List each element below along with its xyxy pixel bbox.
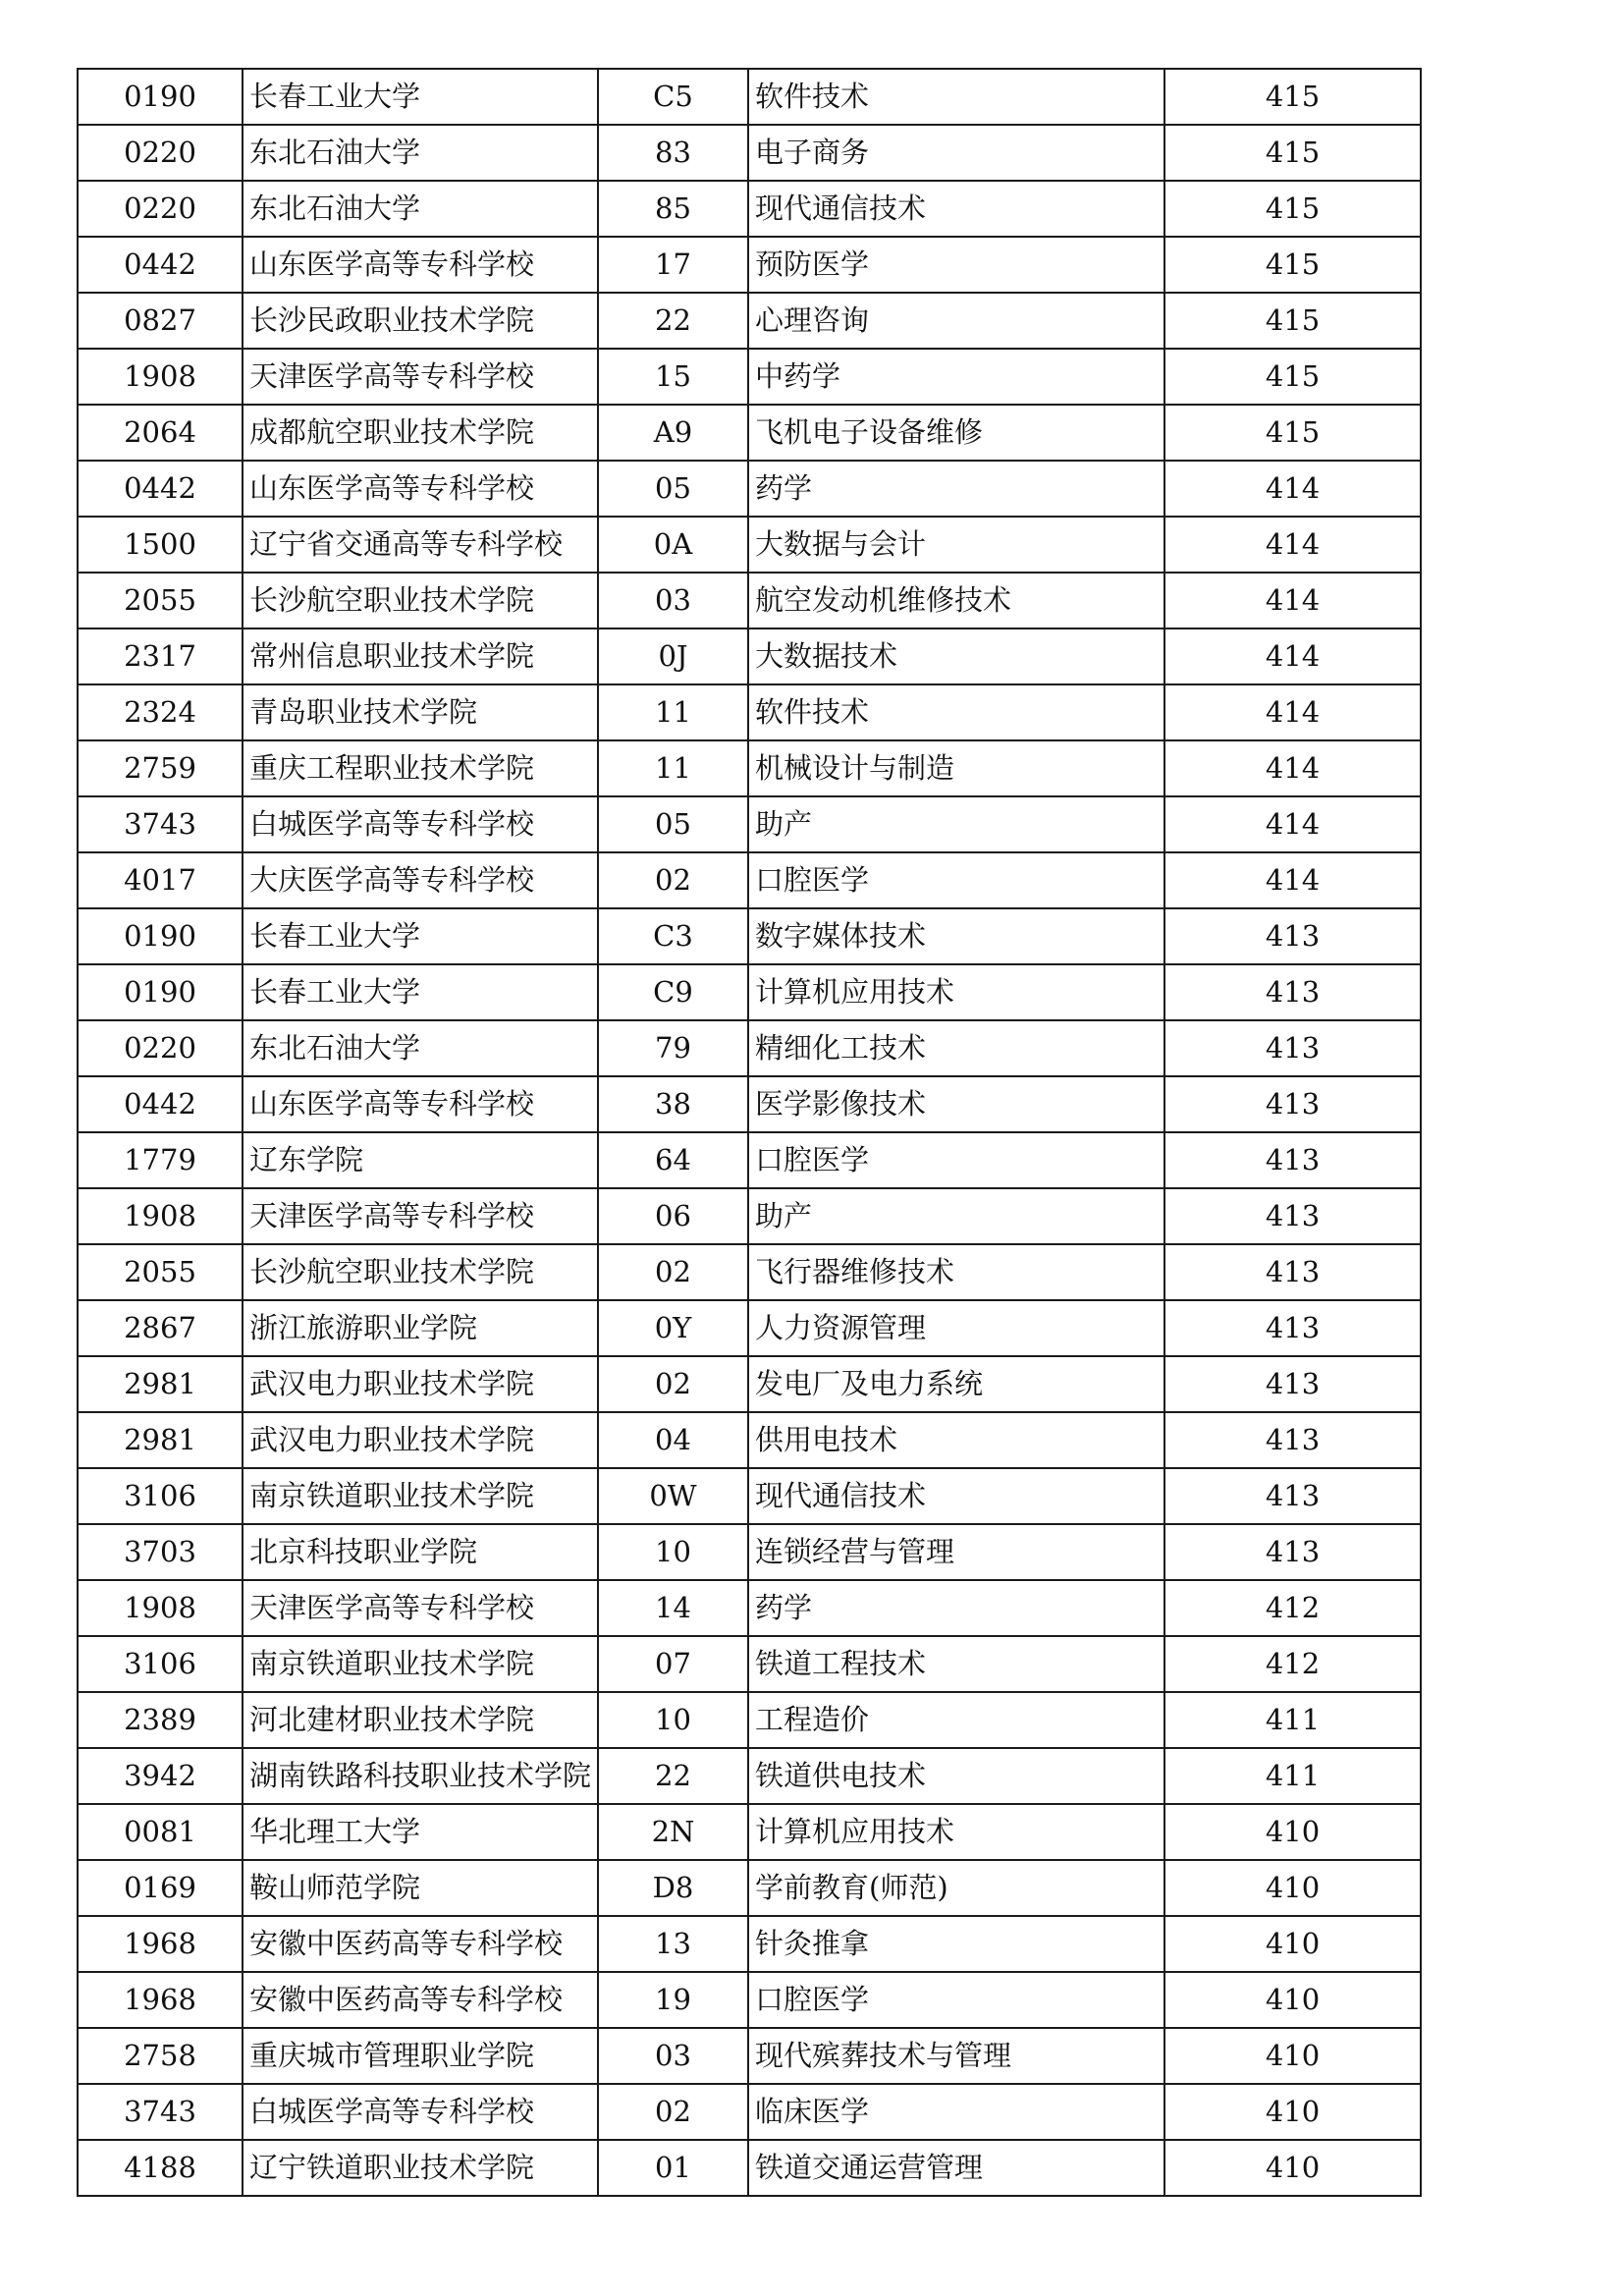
major-name-cell: 机械设计与制造 — [748, 740, 1164, 796]
major-code-cell: 11 — [598, 684, 748, 740]
major-name-cell: 铁道交通运营管理 — [748, 2140, 1164, 2196]
school-name-cell: 常州信息职业技术学院 — [243, 629, 598, 684]
table-row — [78, 1244, 1421, 1300]
score-cell: 413 — [1164, 1076, 1421, 1132]
school-code-cell: 4188 — [78, 2140, 243, 2196]
major-name-cell: 口腔医学 — [748, 1972, 1164, 2028]
table-row — [78, 69, 1421, 125]
table-row — [78, 908, 1421, 964]
table-row — [78, 1524, 1421, 1580]
school-name-cell: 长沙航空职业技术学院 — [243, 1244, 598, 1300]
score-cell: 410 — [1164, 2084, 1421, 2140]
major-name-cell: 心理咨询 — [748, 293, 1164, 349]
school-name-cell: 长春工业大学 — [243, 69, 598, 125]
table-row — [78, 349, 1421, 405]
score-cell: 411 — [1164, 1748, 1421, 1804]
major-name-cell: 现代通信技术 — [748, 1468, 1164, 1524]
major-name-cell: 工程造价 — [748, 1692, 1164, 1748]
score-cell: 414 — [1164, 573, 1421, 629]
score-cell: 415 — [1164, 405, 1421, 461]
major-name-cell: 药学 — [748, 1580, 1164, 1636]
table-row — [78, 405, 1421, 461]
score-cell: 410 — [1164, 1804, 1421, 1860]
school-name-cell: 北京科技职业学院 — [243, 1524, 598, 1580]
school-name-cell: 长春工业大学 — [243, 964, 598, 1020]
major-name-cell: 预防医学 — [748, 237, 1164, 293]
table-row — [78, 1636, 1421, 1692]
school-code-cell: 0190 — [78, 964, 243, 1020]
school-name-cell: 安徽中医药高等专科学校 — [243, 1916, 598, 1972]
school-name-cell: 湖南铁路科技职业技术学院 — [243, 1748, 598, 1804]
score-cell: 413 — [1164, 1188, 1421, 1244]
school-name-cell: 重庆城市管理职业学院 — [243, 2028, 598, 2084]
score-cell: 413 — [1164, 1244, 1421, 1300]
school-name-cell: 武汉电力职业技术学院 — [243, 1356, 598, 1412]
school-name-cell: 山东医学高等专科学校 — [243, 1076, 598, 1132]
table-row — [78, 1580, 1421, 1636]
school-name-cell: 华北理工大学 — [243, 1804, 598, 1860]
school-name-cell: 山东医学高等专科学校 — [243, 461, 598, 517]
major-code-cell: 79 — [598, 1020, 748, 1076]
admission-score-table — [77, 68, 1422, 2197]
school-code-cell: 3703 — [78, 1524, 243, 1580]
school-name-cell: 长沙民政职业技术学院 — [243, 293, 598, 349]
major-name-cell: 软件技术 — [748, 684, 1164, 740]
school-name-cell: 辽宁铁道职业技术学院 — [243, 2140, 598, 2196]
table-row — [78, 1916, 1421, 1972]
score-cell: 412 — [1164, 1636, 1421, 1692]
school-code-cell: 2324 — [78, 684, 243, 740]
school-code-cell: 3106 — [78, 1468, 243, 1524]
school-name-cell: 青岛职业技术学院 — [243, 684, 598, 740]
score-cell: 413 — [1164, 1356, 1421, 1412]
table-row — [78, 1076, 1421, 1132]
score-cell: 414 — [1164, 629, 1421, 684]
school-code-cell: 2055 — [78, 573, 243, 629]
table-row — [78, 1860, 1421, 1916]
table-row — [78, 1356, 1421, 1412]
major-name-cell: 计算机应用技术 — [748, 964, 1164, 1020]
table-row — [78, 1468, 1421, 1524]
score-cell: 413 — [1164, 1300, 1421, 1356]
major-code-cell: 15 — [598, 349, 748, 405]
school-name-cell: 南京铁道职业技术学院 — [243, 1468, 598, 1524]
major-code-cell: 83 — [598, 125, 748, 181]
major-name-cell: 航空发动机维修技术 — [748, 573, 1164, 629]
school-code-cell: 0081 — [78, 1804, 243, 1860]
major-name-cell: 铁道供电技术 — [748, 1748, 1164, 1804]
score-cell: 410 — [1164, 1972, 1421, 2028]
table-row — [78, 1188, 1421, 1244]
major-code-cell: C9 — [598, 964, 748, 1020]
major-code-cell: 0Y — [598, 1300, 748, 1356]
school-code-cell: 0220 — [78, 181, 243, 237]
school-code-cell: 2064 — [78, 405, 243, 461]
major-code-cell: 38 — [598, 1076, 748, 1132]
table-row — [78, 573, 1421, 629]
school-code-cell: 1968 — [78, 1916, 243, 1972]
major-code-cell: 19 — [598, 1972, 748, 2028]
major-name-cell: 大数据与会计 — [748, 517, 1164, 573]
school-code-cell: 2758 — [78, 2028, 243, 2084]
school-code-cell: 3942 — [78, 1748, 243, 1804]
school-name-cell: 重庆工程职业技术学院 — [243, 740, 598, 796]
major-code-cell: 03 — [598, 573, 748, 629]
major-code-cell: 0W — [598, 1468, 748, 1524]
score-cell: 414 — [1164, 461, 1421, 517]
major-code-cell: 02 — [598, 1356, 748, 1412]
major-name-cell: 人力资源管理 — [748, 1300, 1164, 1356]
major-name-cell: 大数据技术 — [748, 629, 1164, 684]
score-cell: 413 — [1164, 908, 1421, 964]
school-code-cell: 2981 — [78, 1356, 243, 1412]
table-row — [78, 1020, 1421, 1076]
major-code-cell: A9 — [598, 405, 748, 461]
major-name-cell: 临床医学 — [748, 2084, 1164, 2140]
school-code-cell: 0220 — [78, 125, 243, 181]
school-code-cell: 0827 — [78, 293, 243, 349]
major-code-cell: 10 — [598, 1524, 748, 1580]
school-name-cell: 白城医学高等专科学校 — [243, 796, 598, 852]
school-code-cell: 1908 — [78, 1580, 243, 1636]
score-cell: 414 — [1164, 852, 1421, 908]
major-code-cell: 11 — [598, 740, 748, 796]
major-code-cell: 64 — [598, 1132, 748, 1188]
score-cell: 411 — [1164, 1692, 1421, 1748]
table-row — [78, 2084, 1421, 2140]
school-name-cell: 河北建材职业技术学院 — [243, 1692, 598, 1748]
school-name-cell: 天津医学高等专科学校 — [243, 1188, 598, 1244]
school-code-cell: 2317 — [78, 629, 243, 684]
major-name-cell: 飞机电子设备维修 — [748, 405, 1164, 461]
major-code-cell: C5 — [598, 69, 748, 125]
school-name-cell: 东北石油大学 — [243, 1020, 598, 1076]
major-code-cell: 05 — [598, 461, 748, 517]
school-code-cell: 1968 — [78, 1972, 243, 2028]
score-cell: 415 — [1164, 349, 1421, 405]
major-code-cell: 2N — [598, 1804, 748, 1860]
school-name-cell: 东北石油大学 — [243, 125, 598, 181]
score-cell: 413 — [1164, 1524, 1421, 1580]
school-code-cell: 3106 — [78, 1636, 243, 1692]
score-cell: 410 — [1164, 2140, 1421, 2196]
school-code-cell: 0442 — [78, 1076, 243, 1132]
major-name-cell: 铁道工程技术 — [748, 1636, 1164, 1692]
school-name-cell: 东北石油大学 — [243, 181, 598, 237]
school-name-cell: 鞍山师范学院 — [243, 1860, 598, 1916]
major-name-cell: 精细化工技术 — [748, 1020, 1164, 1076]
school-name-cell: 大庆医学高等专科学校 — [243, 852, 598, 908]
major-code-cell: 0A — [598, 517, 748, 573]
school-name-cell: 南京铁道职业技术学院 — [243, 1636, 598, 1692]
school-name-cell: 成都航空职业技术学院 — [243, 405, 598, 461]
major-name-cell: 助产 — [748, 1188, 1164, 1244]
school-code-cell: 1908 — [78, 349, 243, 405]
school-code-cell: 3743 — [78, 796, 243, 852]
table-row — [78, 2140, 1421, 2196]
table-row — [78, 1804, 1421, 1860]
major-code-cell: 06 — [598, 1188, 748, 1244]
score-cell: 415 — [1164, 293, 1421, 349]
school-name-cell: 白城医学高等专科学校 — [243, 2084, 598, 2140]
major-code-cell: 02 — [598, 1244, 748, 1300]
major-code-cell: 22 — [598, 1748, 748, 1804]
school-code-cell: 2981 — [78, 1412, 243, 1468]
table-row — [78, 181, 1421, 237]
major-name-cell: 口腔医学 — [748, 1132, 1164, 1188]
major-code-cell: 04 — [598, 1412, 748, 1468]
major-name-cell: 中药学 — [748, 349, 1164, 405]
table-row — [78, 740, 1421, 796]
score-cell: 413 — [1164, 964, 1421, 1020]
major-name-cell: 飞行器维修技术 — [748, 1244, 1164, 1300]
table-row — [78, 1412, 1421, 1468]
score-cell: 410 — [1164, 1916, 1421, 1972]
major-code-cell: 01 — [598, 2140, 748, 2196]
table-row — [78, 1132, 1421, 1188]
table-row — [78, 125, 1421, 181]
score-cell: 410 — [1164, 2028, 1421, 2084]
school-name-cell: 武汉电力职业技术学院 — [243, 1412, 598, 1468]
school-name-cell: 长沙航空职业技术学院 — [243, 573, 598, 629]
school-code-cell: 2055 — [78, 1244, 243, 1300]
score-cell: 414 — [1164, 740, 1421, 796]
table-row — [78, 461, 1421, 517]
table-row — [78, 517, 1421, 573]
major-code-cell: 17 — [598, 237, 748, 293]
major-code-cell: 02 — [598, 2084, 748, 2140]
major-name-cell: 计算机应用技术 — [748, 1804, 1164, 1860]
score-cell: 414 — [1164, 517, 1421, 573]
school-name-cell: 辽东学院 — [243, 1132, 598, 1188]
school-name-cell: 辽宁省交通高等专科学校 — [243, 517, 598, 573]
major-code-cell: 03 — [598, 2028, 748, 2084]
table-row — [78, 684, 1421, 740]
school-name-cell: 山东医学高等专科学校 — [243, 237, 598, 293]
table-row — [78, 237, 1421, 293]
score-cell: 415 — [1164, 125, 1421, 181]
major-name-cell: 针灸推拿 — [748, 1916, 1164, 1972]
major-name-cell: 现代殡葬技术与管理 — [748, 2028, 1164, 2084]
school-code-cell: 1779 — [78, 1132, 243, 1188]
score-cell: 413 — [1164, 1468, 1421, 1524]
school-name-cell: 天津医学高等专科学校 — [243, 349, 598, 405]
score-cell: 415 — [1164, 69, 1421, 125]
score-cell: 414 — [1164, 684, 1421, 740]
school-code-cell: 2759 — [78, 740, 243, 796]
major-name-cell: 药学 — [748, 461, 1164, 517]
major-name-cell: 学前教育(师范) — [748, 1860, 1164, 1916]
major-code-cell: 02 — [598, 852, 748, 908]
major-code-cell: 05 — [598, 796, 748, 852]
table-row — [78, 1692, 1421, 1748]
score-cell: 413 — [1164, 1132, 1421, 1188]
table-row — [78, 293, 1421, 349]
school-code-cell: 0190 — [78, 908, 243, 964]
table-body — [78, 69, 1421, 2196]
major-name-cell: 软件技术 — [748, 69, 1164, 125]
major-name-cell: 连锁经营与管理 — [748, 1524, 1164, 1580]
table-row — [78, 629, 1421, 684]
school-code-cell: 0442 — [78, 461, 243, 517]
score-cell: 414 — [1164, 796, 1421, 852]
major-name-cell: 医学影像技术 — [748, 1076, 1164, 1132]
school-name-cell: 长春工业大学 — [243, 908, 598, 964]
major-code-cell: D8 — [598, 1860, 748, 1916]
school-code-cell: 4017 — [78, 852, 243, 908]
major-code-cell: 85 — [598, 181, 748, 237]
major-name-cell: 口腔医学 — [748, 852, 1164, 908]
score-cell: 415 — [1164, 181, 1421, 237]
score-cell: 415 — [1164, 237, 1421, 293]
major-name-cell: 供用电技术 — [748, 1412, 1164, 1468]
major-name-cell: 发电厂及电力系统 — [748, 1356, 1164, 1412]
major-code-cell: 10 — [598, 1692, 748, 1748]
school-name-cell: 天津医学高等专科学校 — [243, 1580, 598, 1636]
table-row — [78, 796, 1421, 852]
school-code-cell: 0169 — [78, 1860, 243, 1916]
score-cell: 413 — [1164, 1412, 1421, 1468]
school-code-cell: 1500 — [78, 517, 243, 573]
school-code-cell: 0190 — [78, 69, 243, 125]
table-row — [78, 1300, 1421, 1356]
score-cell: 413 — [1164, 1020, 1421, 1076]
school-code-cell: 2389 — [78, 1692, 243, 1748]
school-code-cell: 2867 — [78, 1300, 243, 1356]
major-code-cell: 07 — [598, 1636, 748, 1692]
school-code-cell: 0442 — [78, 237, 243, 293]
table-row — [78, 1972, 1421, 2028]
major-code-cell: 13 — [598, 1916, 748, 1972]
school-code-cell: 1908 — [78, 1188, 243, 1244]
score-cell: 412 — [1164, 1580, 1421, 1636]
school-name-cell: 浙江旅游职业学院 — [243, 1300, 598, 1356]
major-name-cell: 数字媒体技术 — [748, 908, 1164, 964]
score-cell: 410 — [1164, 1860, 1421, 1916]
major-code-cell: 22 — [598, 293, 748, 349]
major-code-cell: C3 — [598, 908, 748, 964]
major-name-cell: 助产 — [748, 796, 1164, 852]
table-row — [78, 1748, 1421, 1804]
school-name-cell: 安徽中医药高等专科学校 — [243, 1972, 598, 2028]
major-code-cell: 14 — [598, 1580, 748, 1636]
school-code-cell: 3743 — [78, 2084, 243, 2140]
major-name-cell: 现代通信技术 — [748, 181, 1164, 237]
table-row — [78, 852, 1421, 908]
major-code-cell: 0J — [598, 629, 748, 684]
table-row — [78, 2028, 1421, 2084]
major-name-cell: 电子商务 — [748, 125, 1164, 181]
school-code-cell: 0220 — [78, 1020, 243, 1076]
table-row — [78, 964, 1421, 1020]
